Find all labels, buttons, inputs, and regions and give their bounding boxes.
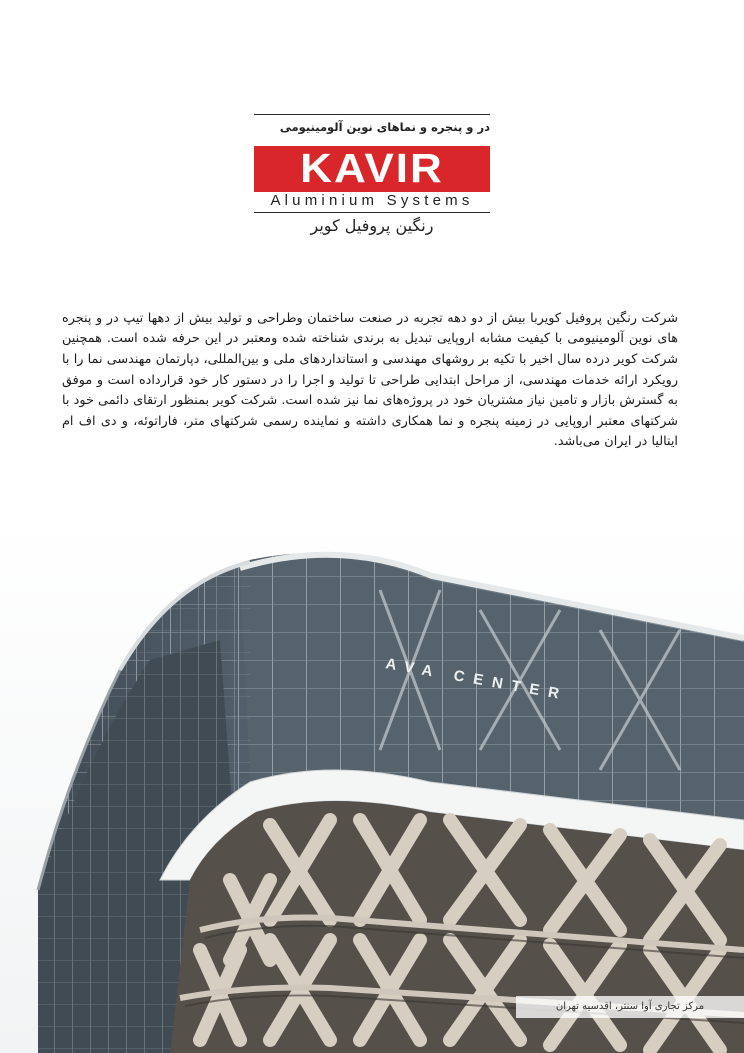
logo-tagline: در و پنجره و نماهای نوین آلومینیومی	[279, 120, 490, 134]
building-sign: AVA CENTER	[384, 655, 570, 705]
logo-company-name: رنگین پروفیل کویر	[310, 216, 434, 235]
logo-bottom-rule	[254, 212, 490, 213]
logo-top-rule	[254, 114, 490, 115]
company-logo	[254, 112, 490, 242]
logo-subtitle: Aluminium Systems	[270, 192, 474, 209]
intro-paragraph: شرکت رنگین پروفیل کویربا بیش از دو دهه تجربه در صنعت ساختمان وطراحی و تولید بیش از دهها تیپ در و پنجره های نوین آلومینیومی با کیفیت مشابه اروپایی تبدیل به برندی شناخته شده ومعتبر در این حرفه شده است. همچنین شرکت کویر درده سال اخیر با تکیه بر روشهای مهندسی و استانداردهای ملی و بین‌المللی، دپارتمان مهندسی نما را با رویکرد ارائه خدمات مهندسی، از مراحل ابتدایی طراحی تا تولید و اجرا را در دستور کار خود قرارداده است و موفق به گسترش بازار و تامین نیاز مشتریان خود در پروژه‌های نما نیز شده است. شرکت کویر بمنظور ارتقای دائمی خود با شرکتهای معتبر اروپایی در زمینه پنجره و نما همکاری داشته و نماینده رسمی شرکتهای متر، فاراتوئه، و دی اف ام ایتالیا در ایران می‌باشد.	[62, 310, 678, 450]
logo-brand-wordmark: KAVIR	[300, 146, 444, 192]
building-photo	[0, 520, 744, 1053]
photo-caption: مرکز تجاری آوا سنتر، اقدسیه تهران	[516, 996, 744, 1018]
